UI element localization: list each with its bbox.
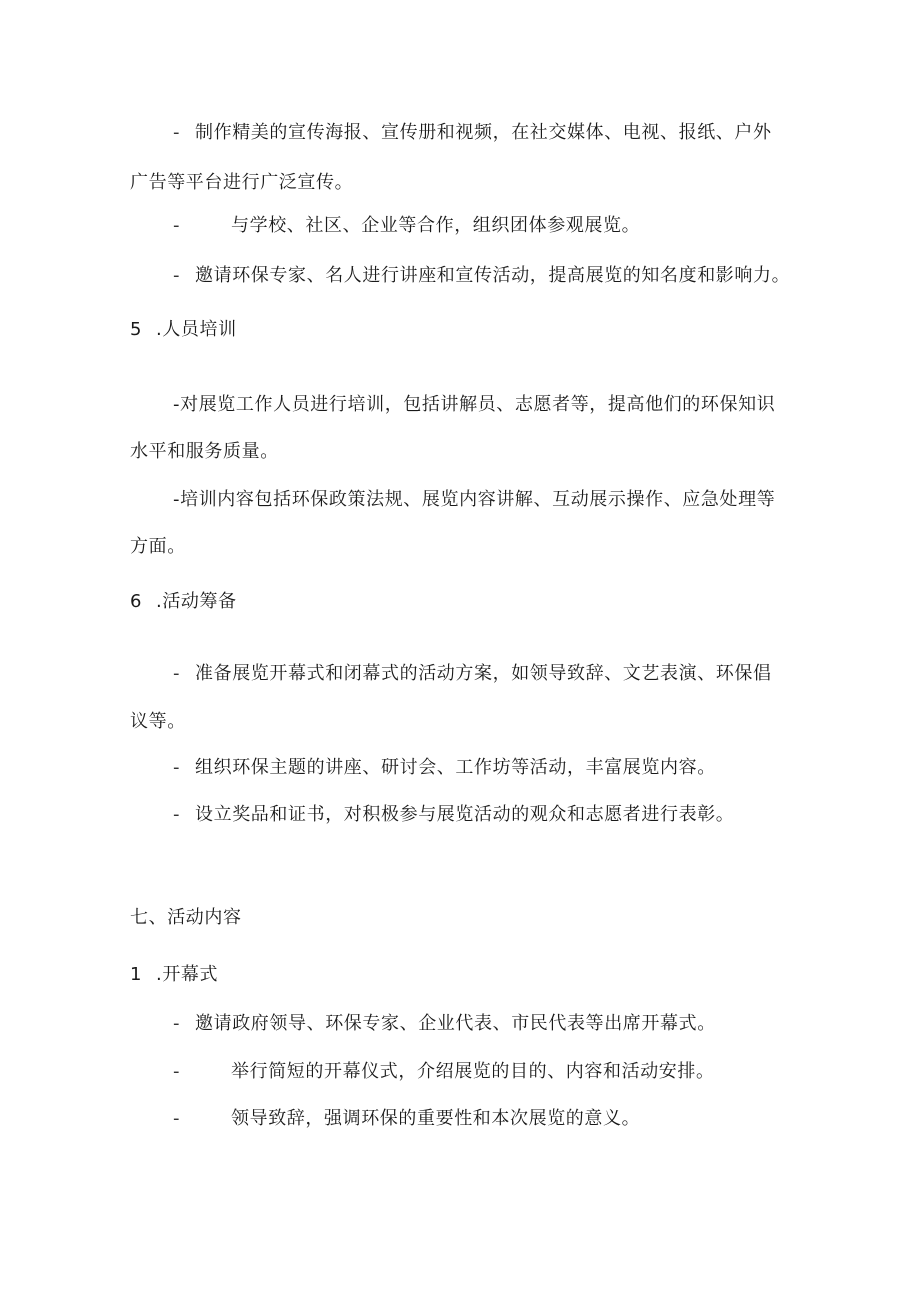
bullet-paragraph-leader-speech (173, 1107, 640, 1131)
section-heading-opening-ceremony (130, 963, 218, 987)
bullet-paragraph-training-content (173, 488, 775, 512)
bullet-dash: - (173, 757, 181, 778)
bullet-paragraph-training (173, 393, 775, 417)
paragraph-text: 邀请政府领导、环保专家、企业代表、市民代表等出席开幕式。 (195, 1013, 716, 1034)
bullet-paragraph-awards (173, 803, 734, 827)
paragraph-text: -对展览工作人员进行培训，包括讲解员、志愿者等，提高他们的环保知识 (173, 394, 776, 415)
bullet-paragraph-invite-guests (173, 1012, 716, 1036)
paragraph-text: 准备展览开幕式和闭幕式的活动方案，如领导致辞、文艺表演、环保倡 (195, 663, 772, 684)
bullet-paragraph-experts (173, 264, 790, 288)
paragraph-text: 方面。 (130, 536, 186, 557)
chapter-heading-activity-content (130, 906, 242, 930)
paragraph-continuation (130, 710, 186, 734)
bullet-dash: - (173, 804, 181, 825)
bullet-dash: - (173, 1061, 181, 1082)
section-title: .开幕式 (156, 964, 219, 985)
section-number: 1 (130, 964, 143, 985)
paragraph-text: 与学校、社区、企业等合作，组织团体参观展览。 (231, 215, 641, 236)
paragraph-text: 水平和服务质量。 (130, 441, 279, 462)
bullet-dash: - (173, 1013, 181, 1034)
paragraph-text: 广告等平台进行广泛宣传。 (130, 172, 354, 193)
section-number: 6 (130, 591, 143, 612)
bullet-dash: - (173, 663, 181, 684)
paragraph-text: -培训内容包括环保政策法规、展览内容讲解、互动展示操作、应急处理等 (173, 489, 776, 510)
bullet-dash: - (173, 265, 181, 286)
bullet-paragraph-opening-ritual (173, 1060, 715, 1084)
section-title: .人员培训 (156, 319, 237, 340)
section-number: 5 (130, 319, 143, 340)
bullet-dash: - (173, 1108, 181, 1129)
chapter-title: 七、活动内容 (130, 907, 242, 928)
paragraph-text: 举行简短的开幕仪式，介绍展览的目的、内容和活动安排。 (231, 1061, 715, 1082)
paragraph-text: 领导致辞，强调环保的重要性和本次展览的意义。 (231, 1108, 641, 1129)
section-heading-event-preparation (130, 590, 237, 614)
paragraph-text: 制作精美的宣传海报、宣传册和视频，在社交媒体、电视、报纸、户外 (195, 122, 772, 143)
paragraph-text: 邀请环保专家、名人进行讲座和宣传活动，提高展览的知名度和影响力。 (195, 265, 791, 286)
bullet-paragraph-publicity-materials (173, 121, 772, 145)
paragraph-text: 组织环保主题的讲座、研讨会、工作坊等活动，丰富展览内容。 (195, 757, 716, 778)
bullet-dash: - (173, 215, 181, 236)
paragraph-text: 设立奖品和证书，对积极参与展览活动的观众和志愿者进行表彰。 (195, 804, 735, 825)
paragraph-continuation (130, 171, 353, 195)
section-heading-staff-training (130, 318, 237, 342)
section-title: .活动筹备 (156, 591, 237, 612)
bullet-dash: - (173, 122, 181, 143)
bullet-paragraph-ceremony-plan (173, 662, 772, 686)
bullet-paragraph-lectures (173, 756, 716, 780)
paragraph-continuation (130, 440, 279, 464)
paragraph-continuation (130, 535, 186, 559)
paragraph-text: 议等。 (130, 711, 186, 732)
bullet-paragraph-cooperation (173, 214, 640, 238)
